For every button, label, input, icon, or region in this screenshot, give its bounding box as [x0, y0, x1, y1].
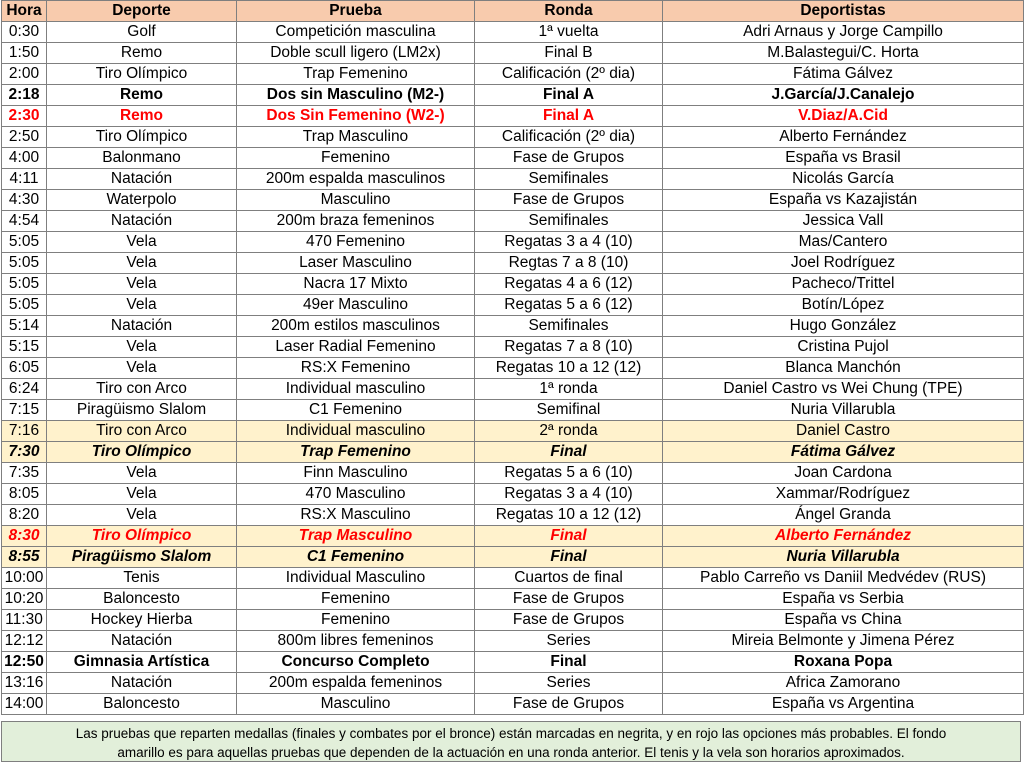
cell-hora: 14:00: [2, 694, 47, 715]
cell-prueba: 200m estilos masculinos: [237, 316, 475, 337]
cell-prueba: Competición masculina: [237, 22, 475, 43]
cell-hora: 4:54: [2, 211, 47, 232]
cell-hora: 11:30: [2, 610, 47, 631]
table-row: [2, 22, 1024, 43]
cell-prueba: Dos sin Masculino (M2-): [237, 85, 475, 106]
header-prueba: Prueba: [237, 1, 475, 22]
cell-prueba: Trap Masculino: [237, 526, 475, 547]
table-row: [2, 652, 1024, 673]
cell-prueba: RS:X Femenino: [237, 358, 475, 379]
cell-hora: 8:05: [2, 484, 47, 505]
cell-ronda: Semifinales: [475, 169, 663, 190]
table-row: [2, 694, 1024, 715]
cell-ronda: Regatas 10 a 12 (12): [475, 505, 663, 526]
table-row: [2, 610, 1024, 631]
cell-prueba: Finn Masculino: [237, 463, 475, 484]
cell-prueba: 200m espalda femeninos: [237, 673, 475, 694]
cell-deportistas: M.Balastegui/C. Horta: [663, 43, 1024, 64]
cell-prueba: Masculino: [237, 190, 475, 211]
cell-deportistas: Ángel Granda: [663, 505, 1024, 526]
cell-deportistas: Daniel Castro: [663, 421, 1024, 442]
cell-deporte: Baloncesto: [47, 694, 237, 715]
cell-deporte: Natación: [47, 631, 237, 652]
cell-deportistas: Africa Zamorano: [663, 673, 1024, 694]
cell-ronda: Regatas 4 a 6 (12): [475, 274, 663, 295]
cell-deportistas: Alberto Fernández: [663, 127, 1024, 148]
cell-hora: 7:16: [2, 421, 47, 442]
cell-prueba: Trap Femenino: [237, 442, 475, 463]
cell-prueba: C1 Femenino: [237, 547, 475, 568]
cell-deportistas: Pablo Carreño vs Daniil Medvédev (RUS): [663, 568, 1024, 589]
cell-ronda: Series: [475, 631, 663, 652]
cell-prueba: RS:X Masculino: [237, 505, 475, 526]
cell-hora: 8:55: [2, 547, 47, 568]
table-row: [2, 211, 1024, 232]
cell-hora: 7:15: [2, 400, 47, 421]
cell-deporte: Natación: [47, 673, 237, 694]
table-row: [2, 358, 1024, 379]
cell-ronda: Cuartos de final: [475, 568, 663, 589]
cell-ronda: Regatas 5 a 6 (12): [475, 295, 663, 316]
cell-ronda: Fase de Grupos: [475, 190, 663, 211]
cell-deporte: Vela: [47, 337, 237, 358]
cell-deporte: Baloncesto: [47, 589, 237, 610]
cell-ronda: Final A: [475, 106, 663, 127]
header-row: [2, 1, 1024, 22]
cell-deportistas: Nicolás García: [663, 169, 1024, 190]
cell-ronda: Semifinales: [475, 316, 663, 337]
cell-prueba: Doble scull ligero (LM2x): [237, 43, 475, 64]
cell-ronda: Final: [475, 547, 663, 568]
cell-ronda: Fase de Grupos: [475, 148, 663, 169]
cell-ronda: 1ª vuelta: [475, 22, 663, 43]
cell-deporte: Natación: [47, 169, 237, 190]
cell-hora: 5:14: [2, 316, 47, 337]
cell-deporte: Remo: [47, 43, 237, 64]
cell-prueba: Individual masculino: [237, 379, 475, 400]
cell-deporte: Vela: [47, 484, 237, 505]
cell-deporte: Remo: [47, 106, 237, 127]
cell-hora: 2:50: [2, 127, 47, 148]
cell-deporte: Vela: [47, 505, 237, 526]
cell-prueba: 470 Masculino: [237, 484, 475, 505]
cell-deporte: Gimnasia Artística: [47, 652, 237, 673]
cell-prueba: C1 Femenino: [237, 400, 475, 421]
cell-hora: 0:30: [2, 22, 47, 43]
cell-ronda: Final A: [475, 85, 663, 106]
table-row: [2, 526, 1024, 547]
cell-deportistas: Cristina Pujol: [663, 337, 1024, 358]
header-ronda: Ronda: [475, 1, 663, 22]
cell-ronda: Regatas 10 a 12 (12): [475, 358, 663, 379]
table-row: [2, 127, 1024, 148]
cell-hora: 10:00: [2, 568, 47, 589]
cell-hora: 2:30: [2, 106, 47, 127]
cell-hora: 5:15: [2, 337, 47, 358]
cell-hora: 6:24: [2, 379, 47, 400]
cell-deporte: Vela: [47, 232, 237, 253]
cell-hora: 5:05: [2, 295, 47, 316]
cell-ronda: Regatas 7 a 8 (10): [475, 337, 663, 358]
cell-ronda: 1ª ronda: [475, 379, 663, 400]
legend-note: [1, 721, 1021, 762]
cell-prueba: Laser Radial Femenino: [237, 337, 475, 358]
cell-deportistas: Mireia Belmonte y Jimena Pérez: [663, 631, 1024, 652]
cell-deportistas: Mas/Cantero: [663, 232, 1024, 253]
cell-deporte: Vela: [47, 358, 237, 379]
cell-deporte: Tiro Olímpico: [47, 526, 237, 547]
cell-hora: 5:05: [2, 232, 47, 253]
table-row: [2, 484, 1024, 505]
table-row: [2, 295, 1024, 316]
table-row: [2, 169, 1024, 190]
cell-hora: 4:11: [2, 169, 47, 190]
cell-deporte: Hockey Hierba: [47, 610, 237, 631]
cell-deportistas: Xammar/Rodríguez: [663, 484, 1024, 505]
cell-deporte: Vela: [47, 274, 237, 295]
cell-hora: 1:50: [2, 43, 47, 64]
cell-prueba: Dos Sin Femenino (W2-): [237, 106, 475, 127]
cell-ronda: Final: [475, 442, 663, 463]
cell-deporte: Tiro Olímpico: [47, 442, 237, 463]
cell-hora: 7:35: [2, 463, 47, 484]
cell-deportistas: Hugo González: [663, 316, 1024, 337]
cell-deporte: Tiro con Arco: [47, 379, 237, 400]
cell-hora: 12:12: [2, 631, 47, 652]
cell-ronda: Semifinal: [475, 400, 663, 421]
cell-ronda: Calificación (2º dia): [475, 64, 663, 85]
cell-deporte: Golf: [47, 22, 237, 43]
cell-ronda: Regatas 3 a 4 (10): [475, 484, 663, 505]
cell-deporte: Balonmano: [47, 148, 237, 169]
cell-deportistas: V.Diaz/A.Cid: [663, 106, 1024, 127]
table-row: [2, 673, 1024, 694]
cell-ronda: Fase de Grupos: [475, 589, 663, 610]
cell-ronda: Regatas 3 a 4 (10): [475, 232, 663, 253]
cell-deporte: Vela: [47, 295, 237, 316]
cell-ronda: Fase de Grupos: [475, 694, 663, 715]
cell-deportistas: España vs Serbia: [663, 589, 1024, 610]
cell-deporte: Piragüismo Slalom: [47, 400, 237, 421]
cell-prueba: Trap Masculino: [237, 127, 475, 148]
cell-deportistas: Jessica Vall: [663, 211, 1024, 232]
cell-deportistas: Joel Rodríguez: [663, 253, 1024, 274]
cell-prueba: Femenino: [237, 148, 475, 169]
cell-deportistas: Adri Arnaus y Jorge Campillo: [663, 22, 1024, 43]
cell-deportistas: Nuria Villarubla: [663, 547, 1024, 568]
cell-deporte: Natación: [47, 211, 237, 232]
cell-deporte: Waterpolo: [47, 190, 237, 211]
cell-hora: 2:00: [2, 64, 47, 85]
cell-hora: 7:30: [2, 442, 47, 463]
table-row: [2, 253, 1024, 274]
cell-hora: 5:05: [2, 253, 47, 274]
cell-deporte: Tenis: [47, 568, 237, 589]
table-row: [2, 379, 1024, 400]
table-row: [2, 316, 1024, 337]
cell-deporte: Piragüismo Slalom: [47, 547, 237, 568]
cell-deportistas: Roxana Popa: [663, 652, 1024, 673]
cell-deporte: Vela: [47, 463, 237, 484]
cell-ronda: Fase de Grupos: [475, 610, 663, 631]
cell-deportistas: España vs Kazajistán: [663, 190, 1024, 211]
cell-deportistas: Blanca Manchón: [663, 358, 1024, 379]
table-row: [2, 190, 1024, 211]
table-row: [2, 631, 1024, 652]
cell-deporte: Remo: [47, 85, 237, 106]
header-deportistas: Deportistas: [663, 1, 1024, 22]
cell-hora: 6:05: [2, 358, 47, 379]
table-row: [2, 505, 1024, 526]
cell-prueba: 470 Femenino: [237, 232, 475, 253]
legend-line-2: amarillo es para aquellas pruebas que dependen de la actuación en una ronda anterior. El tenis y la vela son horarios aproximados.: [117, 745, 905, 760]
cell-prueba: 800m libres femeninos: [237, 631, 475, 652]
cell-prueba: Laser Masculino: [237, 253, 475, 274]
cell-hora: 8:30: [2, 526, 47, 547]
table-row: [2, 43, 1024, 64]
table-row: [2, 232, 1024, 253]
cell-prueba: Individual Masculino: [237, 568, 475, 589]
cell-deportistas: España vs Argentina: [663, 694, 1024, 715]
table-row: [2, 64, 1024, 85]
table-row: [2, 400, 1024, 421]
table-row: [2, 589, 1024, 610]
cell-deportistas: Joan Cardona: [663, 463, 1024, 484]
cell-deporte: Tiro Olímpico: [47, 127, 237, 148]
cell-prueba: Trap Femenino: [237, 64, 475, 85]
cell-prueba: Individual masculino: [237, 421, 475, 442]
cell-deportistas: Alberto Fernández: [663, 526, 1024, 547]
cell-ronda: 2ª ronda: [475, 421, 663, 442]
legend-line-1: Las pruebas que reparten medallas (finales y combates por el bronce) están marcadas en negrita, y en rojo las opciones más probables. El fondo: [75, 726, 947, 741]
table-row: [2, 547, 1024, 568]
cell-deporte: Tiro con Arco: [47, 421, 237, 442]
cell-prueba: Concurso Completo: [237, 652, 475, 673]
cell-hora: 5:05: [2, 274, 47, 295]
table-row: [2, 274, 1024, 295]
cell-hora: 8:20: [2, 505, 47, 526]
cell-deportistas: España vs Brasil: [663, 148, 1024, 169]
table-row: [2, 85, 1024, 106]
table-row: [2, 337, 1024, 358]
schedule-table: [1, 0, 1024, 715]
cell-deporte: Tiro Olímpico: [47, 64, 237, 85]
cell-deportistas: Pacheco/Trittel: [663, 274, 1024, 295]
table-row: [2, 106, 1024, 127]
table-row: [2, 568, 1024, 589]
cell-deportistas: Botín/López: [663, 295, 1024, 316]
header-hora: Hora: [2, 1, 47, 22]
cell-deportistas: Fátima Gálvez: [663, 64, 1024, 85]
cell-ronda: Final: [475, 652, 663, 673]
cell-prueba: 49er Masculino: [237, 295, 475, 316]
cell-ronda: Final: [475, 526, 663, 547]
table-row: [2, 442, 1024, 463]
cell-hora: 10:20: [2, 589, 47, 610]
cell-hora: 2:18: [2, 85, 47, 106]
cell-prueba: 200m espalda masculinos: [237, 169, 475, 190]
table-row: [2, 148, 1024, 169]
cell-ronda: Regatas 5 a 6 (10): [475, 463, 663, 484]
cell-deporte: Natación: [47, 316, 237, 337]
table-row: [2, 421, 1024, 442]
table-body: [2, 22, 1024, 715]
cell-hora: 4:00: [2, 148, 47, 169]
cell-prueba: Nacra 17 Mixto: [237, 274, 475, 295]
cell-deportistas: Daniel Castro vs Wei Chung (TPE): [663, 379, 1024, 400]
cell-ronda: Regtas 7 a 8 (10): [475, 253, 663, 274]
cell-ronda: Series: [475, 673, 663, 694]
cell-hora: 4:30: [2, 190, 47, 211]
cell-ronda: Calificación (2º dia): [475, 127, 663, 148]
header-deporte: Deporte: [47, 1, 237, 22]
cell-ronda: Final B: [475, 43, 663, 64]
cell-ronda: Semifinales: [475, 211, 663, 232]
cell-deportistas: Nuria Villarubla: [663, 400, 1024, 421]
cell-prueba: Femenino: [237, 589, 475, 610]
cell-hora: 12:50: [2, 652, 47, 673]
cell-prueba: Masculino: [237, 694, 475, 715]
cell-deporte: Vela: [47, 253, 237, 274]
cell-prueba: Femenino: [237, 610, 475, 631]
cell-deportistas: España vs China: [663, 610, 1024, 631]
table-row: [2, 463, 1024, 484]
cell-hora: 13:16: [2, 673, 47, 694]
cell-prueba: 200m braza femeninos: [237, 211, 475, 232]
cell-deportistas: Fátima Gálvez: [663, 442, 1024, 463]
cell-deportistas: J.García/J.Canalejo: [663, 85, 1024, 106]
